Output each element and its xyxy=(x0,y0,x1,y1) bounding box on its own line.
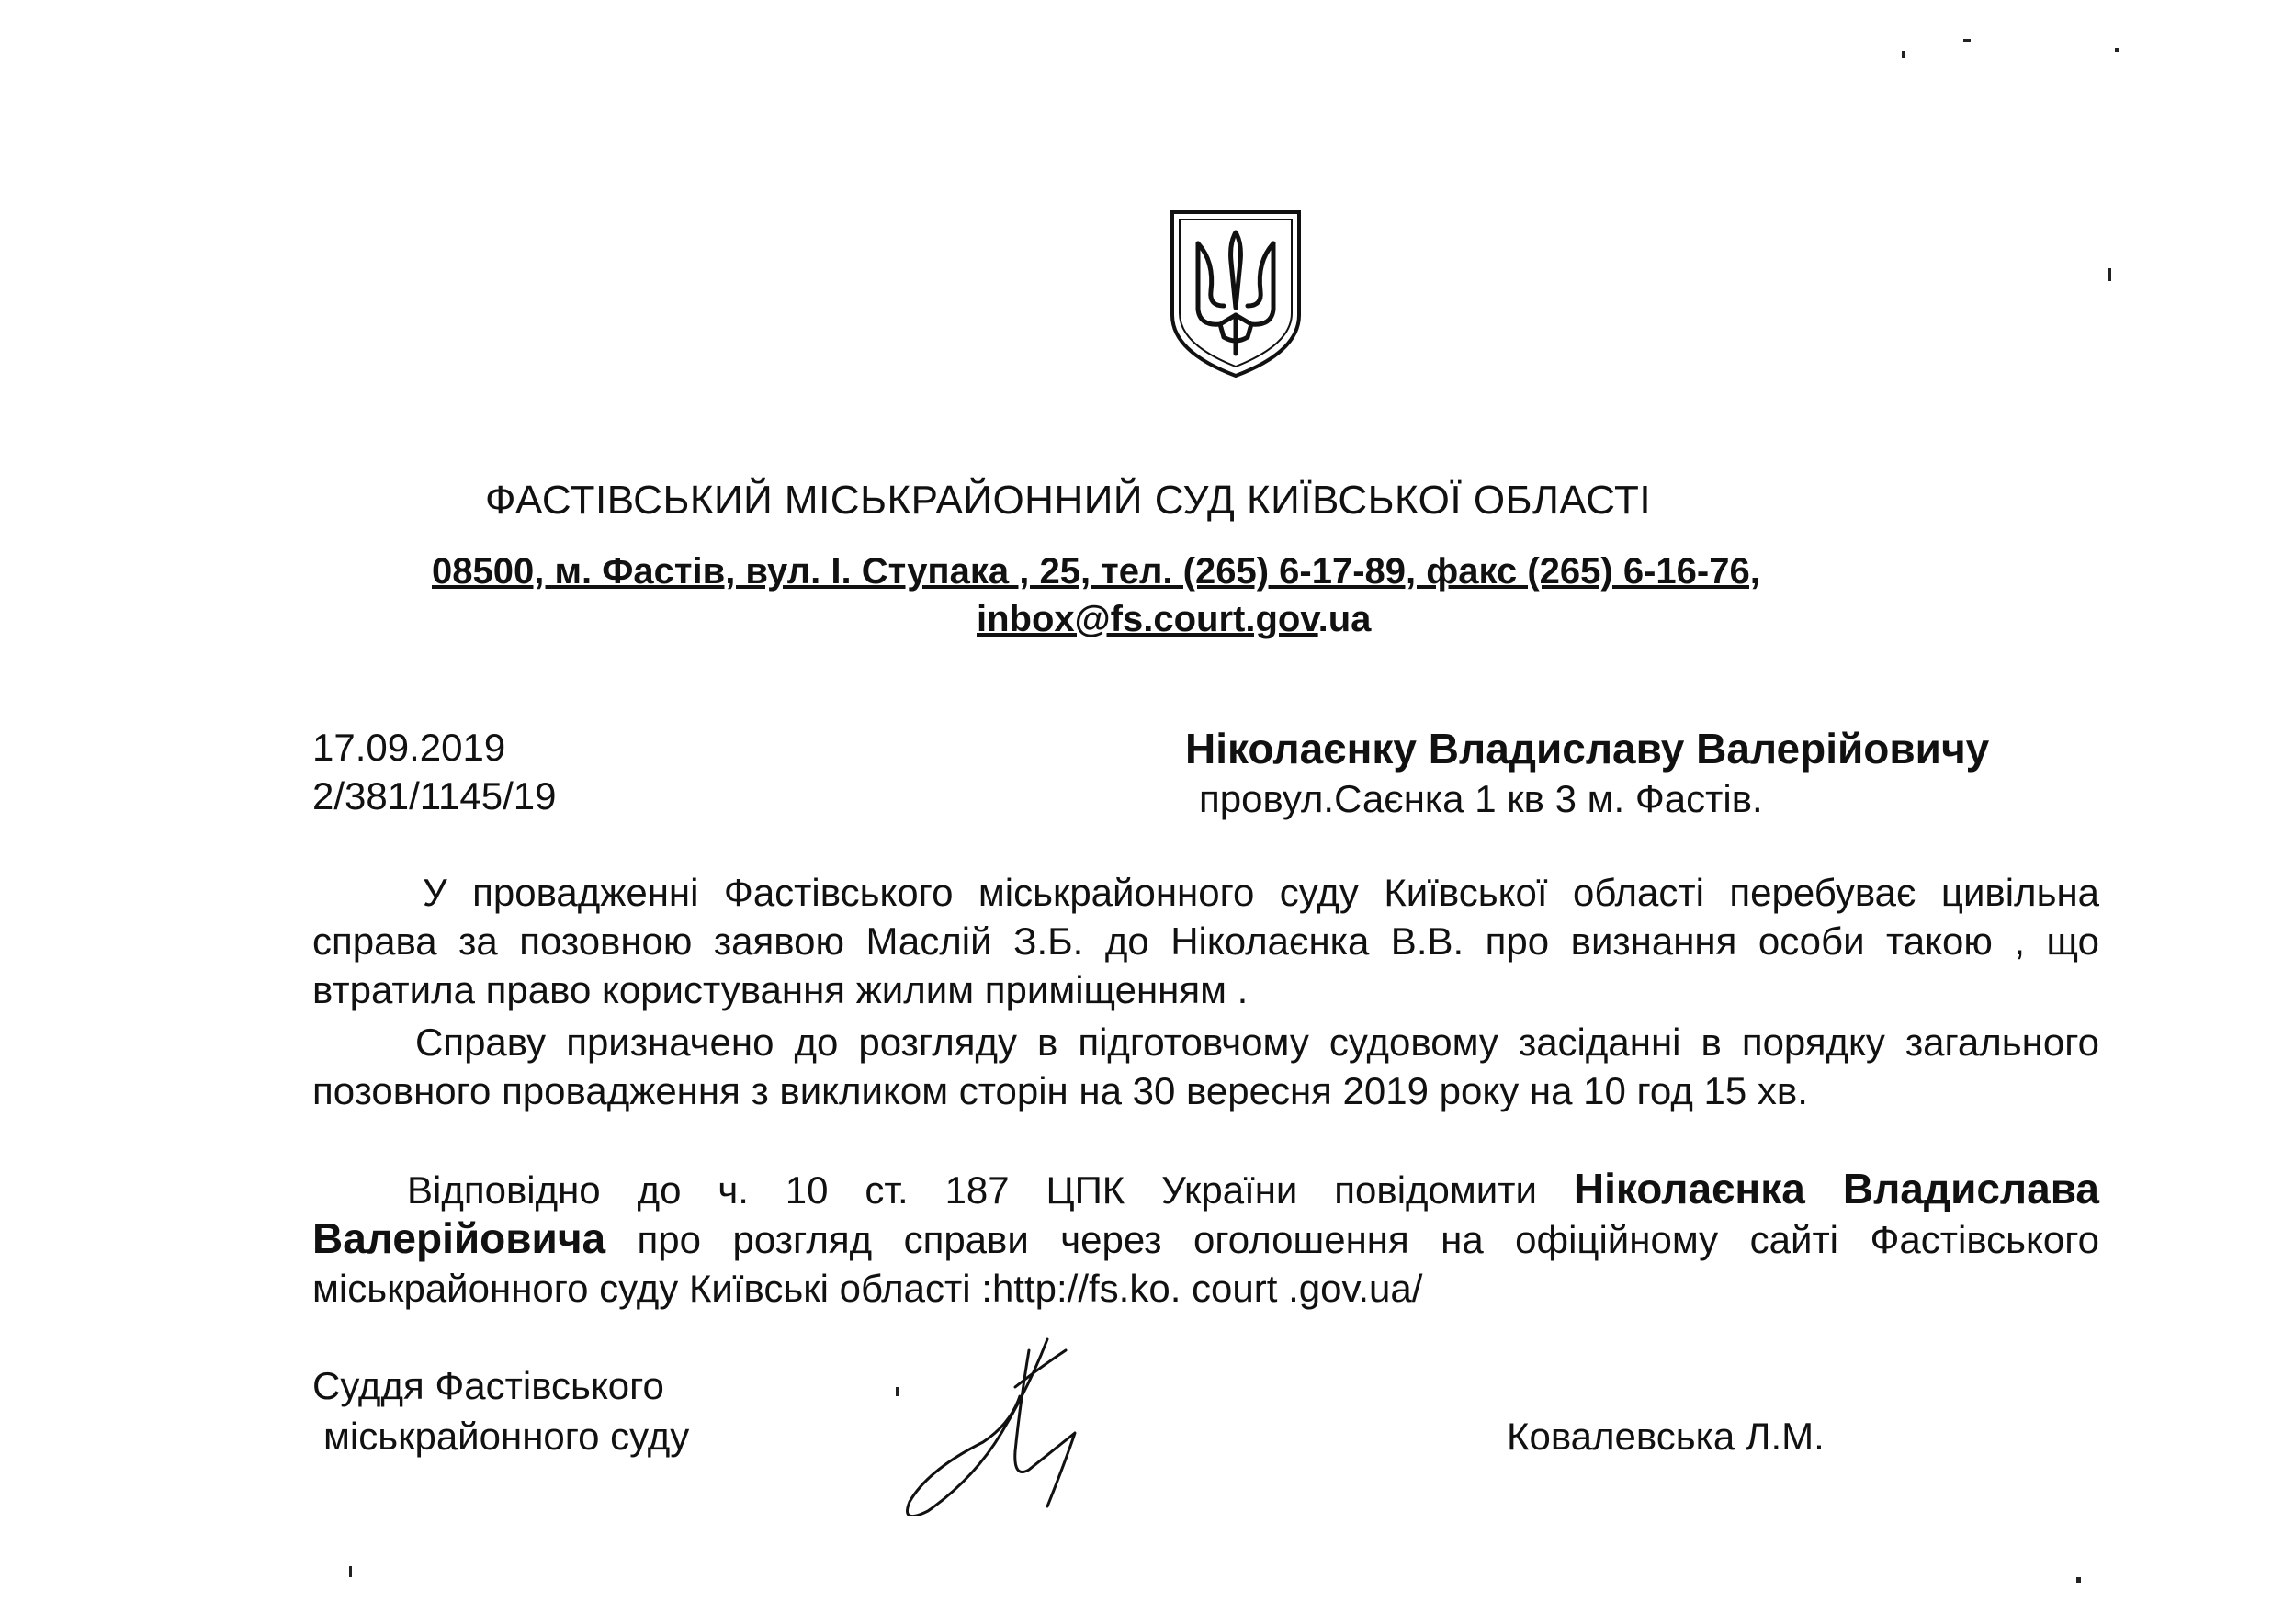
coat-of-arms-icon xyxy=(1167,207,1305,381)
notified-person-name: Ніколаєнка Владислава Валерійовича xyxy=(312,1165,2099,1262)
scan-speck xyxy=(349,1566,352,1577)
recipient-name: Ніколаєнку Владиславу Валерійовичу xyxy=(1185,725,1990,773)
body-paragraph-case-description: У провадженні Фастівського міськрайонного суду Київської області перебуває цивільна справа за позовною заявою Маслій З.Б. до Ніколаєнка В.В. про визнання особи такою , що втратила право користування жилим приміщенням . xyxy=(312,871,2099,1011)
scan-speck xyxy=(2115,48,2119,52)
judge-name: Ковалевська Л.М. xyxy=(1507,1415,1825,1458)
signatory-title-line-2: міськрайонного суду xyxy=(323,1415,690,1458)
court-name-heading: ФАСТІВСЬКИЙ МІСЬКРАЙОННИЙ СУД КИЇВСЬКОЇ ОБЛАСТІ xyxy=(485,478,1652,523)
recipient-address: провул.Саєнка 1 кв 3 м. Фастів. xyxy=(1199,777,1763,820)
scan-speck xyxy=(1963,39,1971,42)
body-paragraph-notification xyxy=(312,1165,2099,1313)
letter-date: 17.09.2019 xyxy=(312,726,506,769)
scan-speck xyxy=(2076,1577,2081,1583)
scan-speck xyxy=(896,1387,899,1396)
court-email-address: inbox@fs.court.gov xyxy=(977,599,1318,639)
court-address: 08500, м. Фастів, вул. І. Ступака , 25, тел. (265) 6-17-89, факс (265) 6-16-76, xyxy=(432,551,1760,592)
case-reference-number: 2/381/1145/19 xyxy=(312,774,557,818)
body-paragraph-hearing-schedule: Справу призначено до розгляду в підготовчому судовому засіданні в порядку загального позовного провадження з викликом сторін на 30 вересня 2019 року на 10 год 15 хв. xyxy=(312,1021,2099,1112)
signatory-title-line-1: Суддя Фастівського xyxy=(312,1364,664,1407)
notification-text-start: Відповідно до ч. 10 ст. 187 ЦПК України повідомити xyxy=(407,1168,1574,1212)
notification-text-end: про розгляд справи через оголошення на офіційному сайті Фастівського міськрайонного суду Київські області :http://fs.ko. court .gov.ua/ xyxy=(312,1218,2099,1310)
scan-speck xyxy=(2108,268,2111,281)
court-email xyxy=(977,599,1371,640)
handwritten-signature xyxy=(891,1332,1102,1516)
scan-speck xyxy=(1902,51,1905,58)
court-email-suffix: .ua xyxy=(1317,599,1372,639)
